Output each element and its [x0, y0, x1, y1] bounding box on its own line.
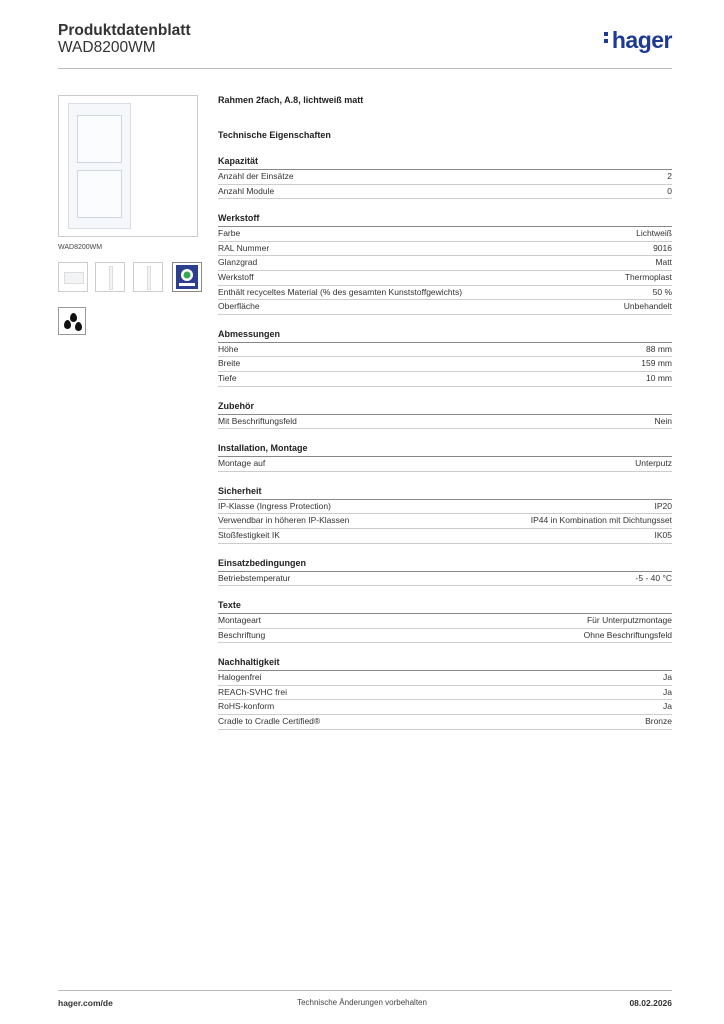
section-title: Einsatzbedingungen — [218, 558, 672, 572]
water-drops-icon — [58, 307, 86, 335]
frame-cell-top — [77, 115, 122, 163]
spec-label: Montage auf — [218, 458, 266, 469]
spec-row — [218, 514, 672, 529]
spec-label: Montageart — [218, 615, 261, 626]
spec-label: REACh-SVHC frei — [218, 686, 287, 697]
footer-notice: Technische Änderungen vorbehalten — [297, 998, 427, 1007]
spec-label: Beschriftung — [218, 629, 266, 640]
drop-icon — [70, 313, 77, 322]
frame-side-mini — [109, 266, 113, 290]
spec-value: Thermoplast — [624, 271, 672, 282]
eco-label-thumb[interactable] — [172, 262, 202, 292]
spec-section — [218, 558, 672, 587]
spec-row — [218, 256, 672, 271]
section-title: Kapazität — [218, 156, 672, 170]
spec-sections — [218, 156, 672, 730]
spec-section — [218, 600, 672, 643]
spec-label: Anzahl Module — [218, 185, 275, 196]
spec-row — [218, 686, 672, 701]
drop-icon — [75, 322, 82, 331]
spec-content — [218, 95, 672, 730]
spec-label: Cradle to Cradle Certified® — [218, 716, 321, 727]
section-title: Texte — [218, 600, 672, 614]
footer-date: 08.02.2026 — [629, 998, 672, 1008]
spec-label: IP-Klasse (Ingress Protection) — [218, 500, 331, 511]
spec-value: Nein — [654, 415, 672, 426]
spec-row — [218, 300, 672, 315]
article-number: WAD8200WM — [58, 39, 156, 56]
spec-value: IK05 — [654, 529, 672, 540]
spec-value: 2 — [667, 171, 672, 181]
spec-section — [218, 156, 672, 199]
eco-label-icon — [173, 263, 201, 291]
spec-row — [218, 372, 672, 387]
spec-label: Oberfläche — [218, 301, 260, 312]
spec-value: IP20 — [654, 500, 672, 511]
spec-row — [218, 415, 672, 430]
spec-row — [218, 286, 672, 301]
hager-logo — [604, 27, 672, 54]
spec-section — [218, 657, 672, 729]
spec-row — [218, 715, 672, 730]
header-divider — [58, 68, 672, 69]
section-title: Sicherheit — [218, 486, 672, 500]
spec-row — [218, 671, 672, 686]
spec-label: Mit Beschriftungsfeld — [218, 415, 297, 426]
frame-front-mini — [64, 272, 84, 284]
section-title: Abmessungen — [218, 329, 672, 343]
spec-value: Unterputz — [635, 458, 672, 469]
spec-row — [218, 614, 672, 629]
frame-cell-bottom — [77, 170, 122, 218]
spec-value: 88 mm — [646, 343, 672, 354]
spec-value: Unbehandelt — [623, 301, 672, 312]
logo-dots-icon — [604, 29, 610, 46]
spec-label: Tiefe — [218, 372, 237, 383]
spec-section — [218, 329, 672, 387]
spec-value: Lichtweiß — [636, 228, 672, 239]
spec-value: Ja — [663, 672, 672, 683]
spec-value: -5 - 40 °C — [635, 572, 672, 583]
spec-label: Halogenfrei — [218, 672, 262, 683]
spec-value: 9016 — [653, 242, 672, 253]
logo-text: hager — [611, 27, 672, 53]
footer-website-link[interactable]: hager.com/de — [58, 998, 113, 1008]
spec-label: Farbe — [218, 228, 241, 239]
spec-section — [218, 401, 672, 430]
spec-value: 0 — [667, 185, 672, 196]
spec-label: Werkstoff — [218, 271, 254, 282]
spec-row — [218, 271, 672, 286]
spec-label: Breite — [218, 358, 241, 369]
frame-side-thumb[interactable] — [95, 262, 125, 292]
frame-outline — [68, 103, 131, 229]
spec-label: RoHS-konform — [218, 701, 275, 712]
spec-row — [218, 572, 672, 587]
footer-divider — [58, 990, 672, 991]
spec-section — [218, 443, 672, 472]
spec-row — [218, 170, 672, 185]
frame-back-mini — [147, 266, 151, 290]
spec-label: Enthält recyceltes Material (% des gesamten Kunststoffgewichts) — [218, 286, 463, 297]
image-caption: WAD8200WM — [58, 244, 103, 251]
spec-value: 159 mm — [641, 358, 672, 369]
spec-value: Ja — [663, 686, 672, 697]
spec-section — [218, 213, 672, 315]
frame-front-thumb[interactable] — [58, 262, 88, 292]
spec-value: Bronze — [645, 716, 672, 727]
spec-label: Stoßfestigkeit IK — [218, 529, 280, 540]
section-title: Werkstoff — [218, 213, 672, 227]
section-title: Nachhaltigkeit — [218, 657, 672, 671]
spec-row — [218, 629, 672, 644]
spec-row — [218, 227, 672, 242]
spec-label: Anzahl der Einsätze — [218, 171, 294, 181]
spec-row — [218, 500, 672, 515]
tech-heading: Technische Eigenschaften — [218, 130, 331, 140]
spec-row — [218, 457, 672, 472]
product-name: Rahmen 2fach, A.8, lichtweiß matt — [218, 95, 364, 105]
spec-label: Verwendbar in höheren IP-Klassen — [218, 515, 350, 526]
product-image — [58, 95, 198, 237]
spec-value: Matt — [655, 257, 672, 268]
spec-row — [218, 343, 672, 358]
spec-value: IP44 in Kombination mit Dichtungsset — [530, 515, 672, 526]
spec-row — [218, 700, 672, 715]
spec-value: Ohne Beschriftungsfeld — [583, 629, 672, 640]
spec-row — [218, 185, 672, 200]
spec-row — [218, 529, 672, 544]
spec-label: Betriebstemperatur — [218, 572, 291, 583]
spec-value: Ja — [663, 701, 672, 712]
spec-row — [218, 242, 672, 257]
spec-value: 10 mm — [646, 372, 672, 383]
frame-back-thumb[interactable] — [133, 262, 163, 292]
spec-label: Glanzgrad — [218, 257, 258, 268]
section-title: Zubehör — [218, 401, 672, 415]
spec-row — [218, 357, 672, 372]
spec-value: Für Unterputzmontage — [586, 615, 672, 626]
spec-label: Höhe — [218, 343, 239, 354]
spec-label: RAL Nummer — [218, 242, 270, 253]
spec-value: 50 % — [652, 286, 672, 297]
section-title: Installation, Montage — [218, 443, 672, 457]
drop-icon — [64, 320, 71, 329]
spec-section — [218, 486, 672, 544]
document-title: Produktdatenblatt — [58, 22, 191, 39]
